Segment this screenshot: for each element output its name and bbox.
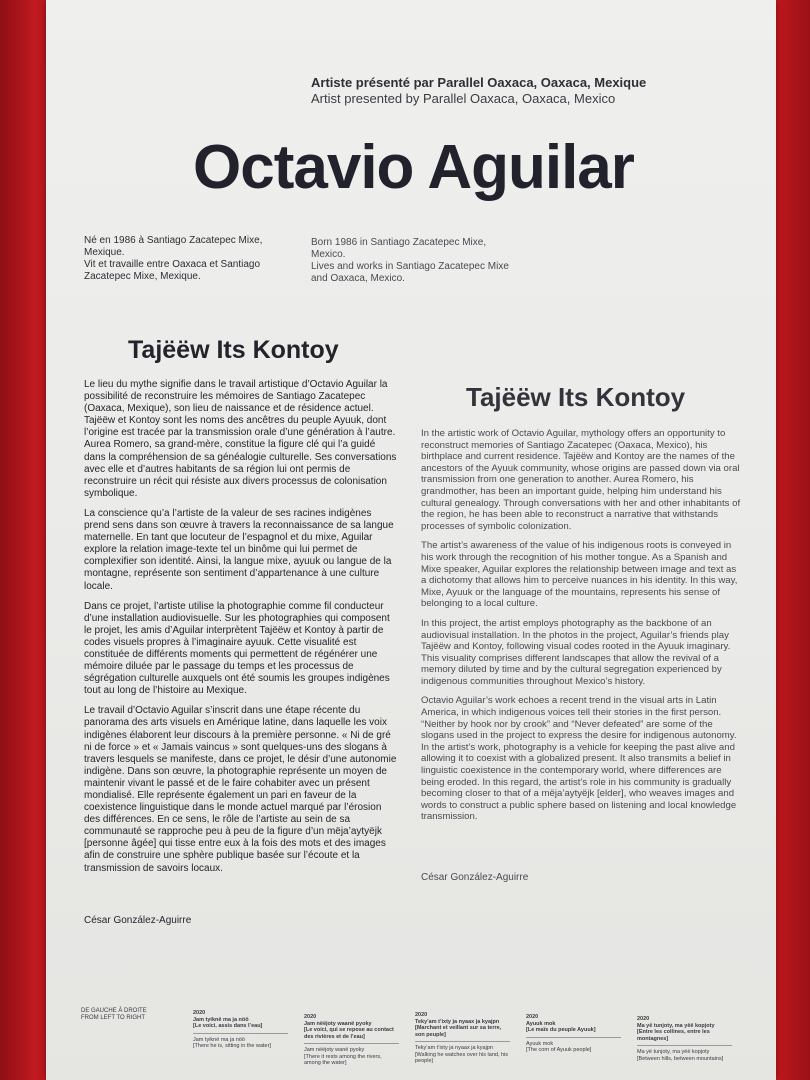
work-title-fr: Tajëëw Its Kontoy xyxy=(128,336,339,364)
presented-by-fr: Artiste présenté par Parallel Oaxaca, Oaxaca, Mexique xyxy=(311,75,647,90)
red-wall-right xyxy=(772,0,810,1080)
bio-fr-line: Né en 1986 à Santiago Zacatepec Mixe, Mexique. xyxy=(84,235,263,258)
credit-item: 2020 Jam nëëjoty waanë pyoky [Le voici, qui se repose au contact des rivières et de l’eau] Jam nëëjoty wanë pyoky [There it rests among the rivers, among the water] xyxy=(304,1014,399,1067)
credit-item: 2020 Ma yë tunjoty, ma yëë kopjoty [Entre les collines, entre les montagnes] Ma yë tunjoty, ma yëë kopjoty [Between hills, between mountains] xyxy=(637,1016,732,1062)
bio-en-line: Born 1986 in Santiago Zacatepec Mixe, Mexico. xyxy=(311,237,487,260)
paragraph-en: In this project, the artist employs photography as the backbone of an audiovisual installation. In the photos in the project, Aguilar’s friends play Tajëëw and Kontoy, following visual codes rooted in the Ayuuk imaginary. This visuality comprises different landscapes that allow the revival of a memory diluted by time and by the cultural segregation experienced by indigenous communities throughout Mexico’s history. xyxy=(421,617,731,687)
bio-fr xyxy=(84,235,284,283)
paragraph-fr: Le travail d’Octavio Aguilar s’inscrit dans une étape récente du panorama des arts visuels en Amérique latine, dans laquelle les voix indigènes élaborent leur discours à la première personne. « Ni de gré ni de force » et « Jamais vaincus » sont quelques-uns des slogans à travers lesquels se manifeste, dans ce projet, le désir d’une autonomie indigène. Dans son œuvre, la photographie représente un moyen de maintenir vivant le passé et de le faire cohabiter avec un présent mondialisé. Elle représente également un pari en faveur de la coexistence linguistique dans le monde actuel marqué par l’érosion des différences. En ce sens, le rôle de l’artiste au sein de sa communauté se rapproche peu à peu de la figure d’un mëja’aytyëjk [personne âgée] qui tisse entre eux à la fois des mots et des images afin de construire une sphère publique basée sur l’écoute et la transmission de savoirs locaux. xyxy=(84,705,397,874)
red-wall-left xyxy=(0,0,50,1080)
presented-by-en: Artist presented by Parallel Oaxaca, Oaxaca, Mexico xyxy=(311,91,616,106)
paragraph-fr: Dans ce projet, l’artiste utilise la photographie comme fil conducteur d’une installation audiovisuelle. Sur les photographies qui composent le projet, les amis d’Aguilar interprètent Tajëëw et Kontoy à partir de codes visuels propres à l’imaginaire ayuuk. Cette visualité est constituée de différents moments qui permettent de régénérer une mémoire diluée par le passage du temps et les processus de ségrégation culturelle auxquels ont été soumis les groupes indigènes tout au long de l’histoire au Mexique. xyxy=(84,600,390,697)
image-credits xyxy=(81,1006,771,1080)
paragraph-fr: Le lieu du mythe signifie dans le travail artistique d’Octavio Aguilar la possibilité de reconstruire les mémoires de Santiago Zacatepec (Oaxaca, Mexique), son lieu de naissance et de résidence actuel. Tajëëw et Kontoy sont les noms des ancêtres du peuple Ayuuk, dont l’origine est tracée par la transmission orale d’une génération à l’autre. Aurea Romero, sa grand-mère, constitue la figure clé qui l’a guidé dans la compréhension de sa généalogie culturelle. Ses conversations avec elle et d’autres habitants de sa région lui ont permis de reconstruire un récit qui résiste aux divers processus de colonisation symbolique. xyxy=(84,379,397,499)
paragraph-en: The artist’s awareness of the value of his indigenous roots is conveyed in his work through the recognition of his mother tongue. As a Spanish and Mixe speaker, Aguilar explores the relationship between image and text as a dichotomy that allows him to perceive nuances in his identity. In this way, Mixe, Ayuuk or the language of the mountains, represents his sense of belonging to a local culture. xyxy=(421,540,738,610)
author-en: César González-Aguirre xyxy=(421,872,529,883)
work-title-en: Tajëëw Its Kontoy xyxy=(466,382,686,412)
credit-item: 2020 Teky’am t’ixty ja nyaax ja kyajpn [Marchant et veillant sur sa terre, son peuple] Teky’am t’ixty ja nyaax ja kyajpn [Walking he watches over his land, his people] xyxy=(415,1012,509,1064)
bio-en xyxy=(311,237,521,285)
bio-en-line: Lives and works in Santiago Zacatepec Mixe and Oaxaca, Mexico. xyxy=(311,261,509,284)
credit-item: 2020 Ayuuk mok [Le maïs du peuple Ayuuk] Ayuuk mok [The corn of Ayuuk people] xyxy=(526,1014,621,1054)
bio-fr-line: Vit et travaille entre Oaxaca et Santiago Zacatepec Mixe, Mexique. xyxy=(84,259,261,282)
credits-heading: DE GAUCHE À DROITE FROM LEFT TO RIGHT xyxy=(81,1008,147,1021)
author-fr: César González-Aguirre xyxy=(84,915,192,926)
paragraph-en: In the artistic work of Octavio Aguilar, mythology offers an opportunity to reconstruct memories of Santiago Zacatepec (Oaxaca, Mexico), his birthplace and current residence. Tajëëw and Kontoy are the names of the ancestors of the Ayuuk community, whose origins are passed down via oral transmission from one generation to another. Aurea Romero, his grandmother, has been an important guide, helping him understand his cultural genealogy. Through conversations with her and other inhabitants of the region, he has been able to reconstruct a narrative that withstands processes of symbolic colonization. xyxy=(421,428,741,532)
text-column-fr xyxy=(84,379,399,883)
paragraph-fr: La conscience qu’a l’artiste de la valeur de ses racines indigènes prend sens dans son œuvre à travers la reconnaissance de sa langue maternelle. En tant que locuteur de l’espagnol et du mixe, Aguilar explore la relation image-texte tel un binôme qui lui permet de complexifier son identité. Ainsi, la langue mixe, ayuuk ou langue de la montagne, représente son sentiment d’appartenance à une culture locale. xyxy=(84,507,394,592)
exhibition-panel xyxy=(46,0,776,1080)
text-column-en xyxy=(421,428,743,831)
artist-name: Octavio Aguilar xyxy=(193,133,634,202)
paragraph-en: Octavio Aguilar’s work echoes a recent trend in the visual arts in Latin America, in which indigenous voices tell their stories in the first person. “Neither by hook nor by crook” and “Never defeated” are some of the slogans used in the project to express the desire for indigenous autonomy. In the artist’s work, photography is a vehicle for keeping the past alive and allowing it to coexist with a globalized present. It also transmits a belief in linguistic coexistence in the contemporary world, where differences are being eroded. In this regard, the artist’s role in his community is gradually becoming closer to that of a mëja’aytyëjk [elder], who weaves images and words to construct a public sphere based on listening and local knowledge transmission. xyxy=(421,695,737,823)
credit-item: 2020 Jam tyiknë ma ja nöö [Le voici, assis dans l’eau] Jam tyiknë ma ja nöö [There he is, sitting in the water] xyxy=(193,1010,288,1050)
